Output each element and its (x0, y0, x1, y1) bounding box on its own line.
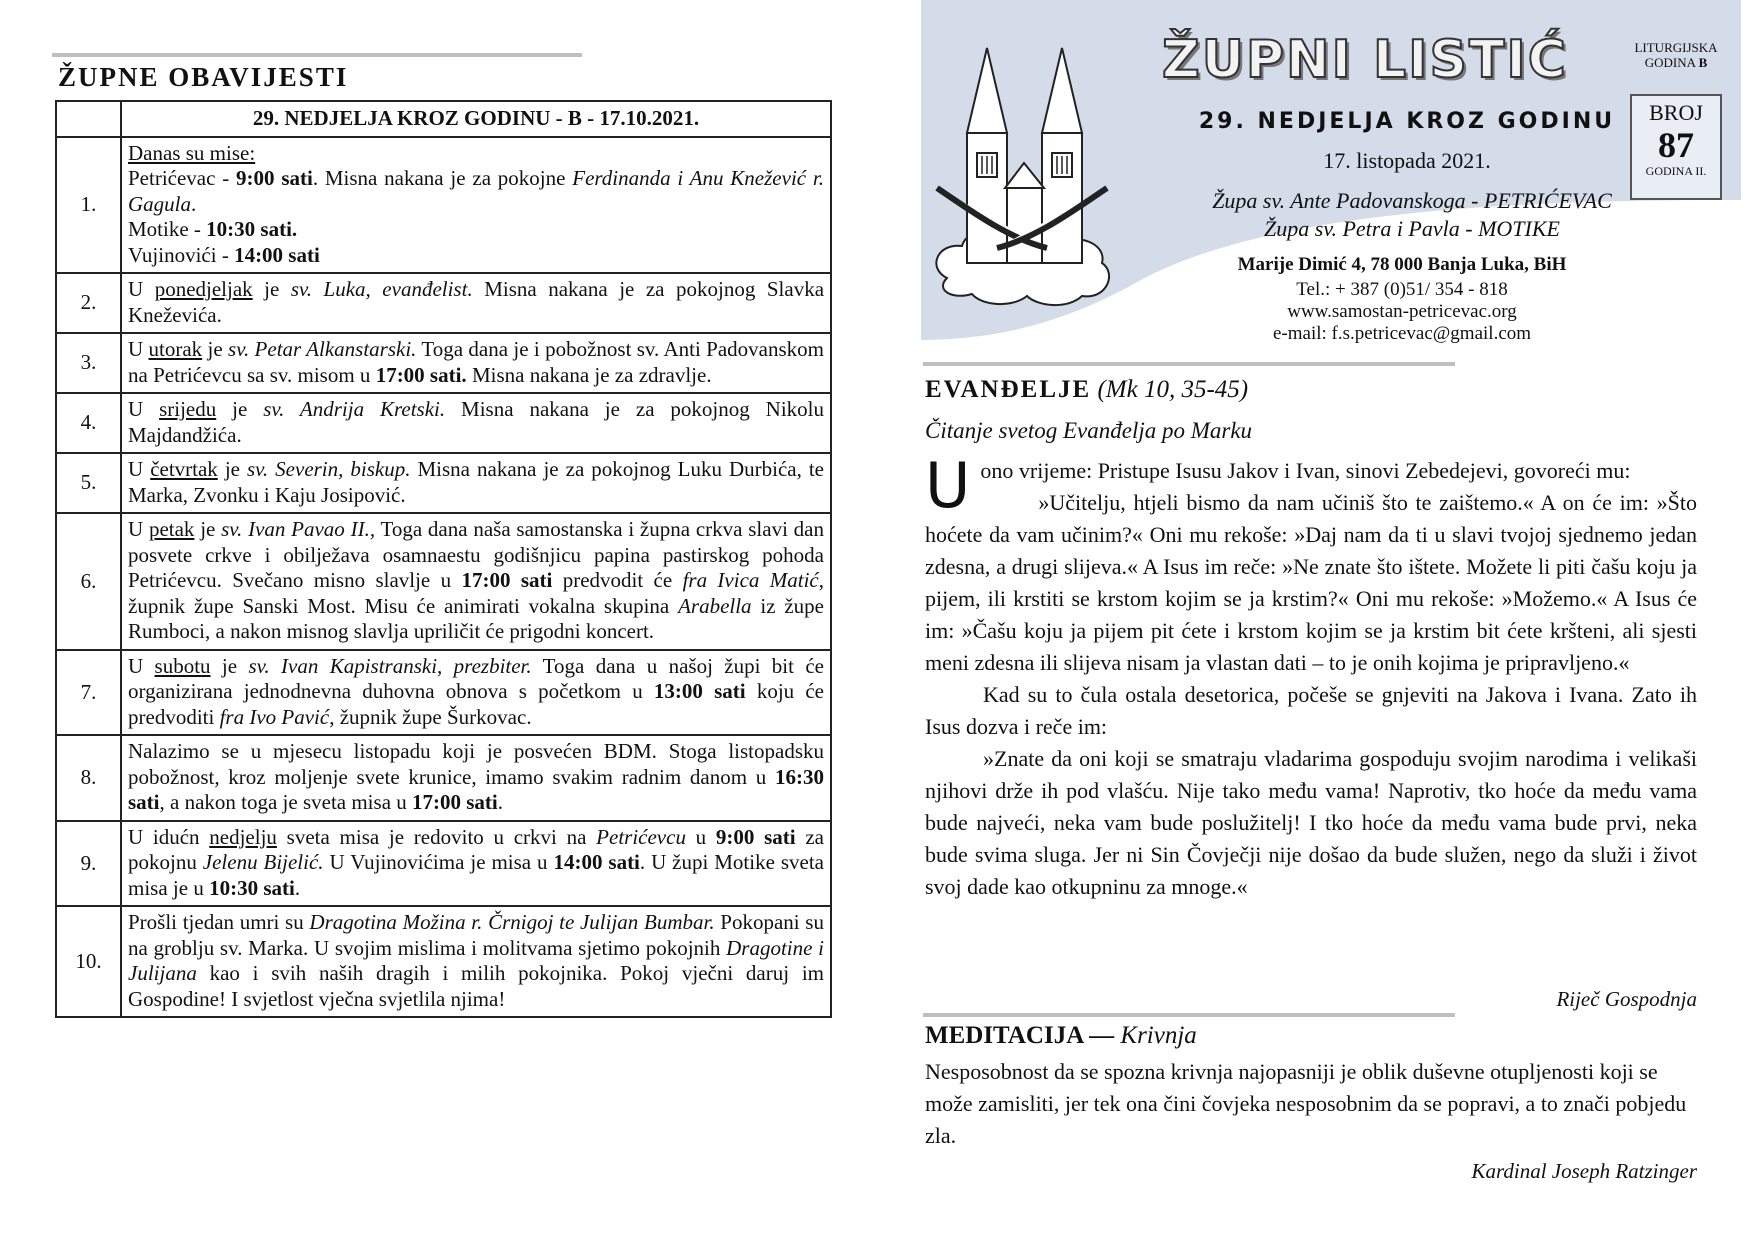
item-line (128, 397, 824, 448)
text-segment: utorak (148, 337, 203, 361)
meditation-title: MEDITACIJA — (925, 1022, 1115, 1049)
item-text (121, 821, 831, 907)
text-segment: Arabella (678, 593, 752, 618)
item-line (128, 243, 824, 269)
item-line (128, 277, 824, 328)
table-row (56, 906, 831, 1017)
issue-box (1630, 94, 1722, 200)
text-segment: Toga dana naša samostanska i župna crkva slavi dan posvete crkve i obilježava osamnaestu godišnjicu papina pastirskog pohoda Petrićevcu. Svečano misno slavlje u (128, 517, 824, 592)
text-segment: sv. Ivan Pavao II., (221, 517, 376, 541)
item-text (121, 735, 831, 821)
gospel-heading (925, 376, 1248, 404)
liturgical-year (1617, 40, 1735, 70)
meditation-text: Nesposobnost da se spozna krivnja najopasniji je oblik duševne otupljenosti koji se može zamisliti, jer tek ona čini čovjeka nesposobnim da se popravi, a to znači pobjedu zla. (925, 1059, 1687, 1148)
parish-petricevac: Župa sv. Ante Padovanskoga - PETRIĆEVAC (1212, 188, 1612, 213)
text-segment: U (128, 517, 149, 541)
table-row (56, 137, 831, 274)
table-row (56, 393, 831, 453)
table-row (56, 453, 831, 513)
text-segment: je (210, 653, 249, 678)
table-header: 29. NEDJELJA KROZ GODINU - B - 17.10.2021. (121, 101, 831, 137)
issue-label: BROJ (1649, 100, 1703, 125)
text-segment: je (217, 457, 247, 481)
liturgical-year-label: LITURGIJSKA GODINA (1634, 40, 1718, 70)
issue-year: GODINA II. (1645, 164, 1707, 178)
text-segment: sv. Luka, evanđelist. (290, 277, 473, 301)
right-page (877, 0, 1754, 1240)
text-segment: Misna nakana je za zdravlje. (466, 362, 712, 387)
text-segment: sv. Andrija Kretski. (263, 397, 446, 421)
table-row (56, 735, 831, 821)
text-segment: Prošli tjedan umri su (128, 910, 310, 934)
church-logo-icon (927, 38, 1117, 308)
issue-number: 87 (1658, 125, 1694, 165)
item-text (121, 137, 831, 274)
gospel-closing: Riječ Gospodnja (1556, 987, 1697, 1011)
text-segment: 13:00 sati (653, 679, 746, 703)
gospel-title: EVANĐELJE (925, 376, 1092, 403)
text-segment: 9:00 sati (236, 166, 313, 190)
item-line (128, 166, 824, 217)
drop-cap: U (925, 449, 971, 522)
text-segment: sv. Severin, biskup. (246, 457, 411, 481)
text-segment: Pokopani su na groblju sv. Marka. U svojim mislima i molitvama sjetimo pokojnih (128, 910, 824, 960)
email: e-mail: f.s.petricevac@gmail.com (1272, 323, 1532, 344)
text-segment: Nalazimo se u mjesecu listopadu koji je posvećen BDM. Stoga listopadsku pobožnost, kroz moljenje svete krunice, imamo svakim radnim danom u (128, 739, 824, 789)
item-number: 6. (56, 513, 121, 650)
gospel-paragraph: Kad su to čula ostala desetorica, počeše se gnjeviti na Jakova i Ivana. Zato ih Isus dozva i reče im: (925, 682, 1697, 739)
table-row (56, 513, 831, 650)
text-segment: Toga dana u našoj župi bit će organizirana jednodnevna duhovna obnova s početkom u (128, 653, 824, 703)
text-segment: subotu (154, 653, 211, 678)
text-segment: . (191, 191, 197, 216)
text-segment: je (194, 517, 222, 541)
text-segment: Jelenu Bijelić. (202, 850, 324, 874)
meditation-author: Kardinal Joseph Ratzinger (1471, 1159, 1697, 1183)
phone: Tel.: + 387 (0)51/ 354 - 818 (1296, 279, 1508, 300)
item-text (121, 333, 831, 393)
text-segment: 17:00 sati (461, 568, 553, 592)
item-line (128, 910, 824, 1012)
text-segment: , župnik župe Sanski Most. Misu će animirati vokalna skupina (128, 568, 824, 618)
text-segment: 14:00 sati (553, 850, 640, 874)
text-segment: Misna nakana je za pokojnog Luku Durbića, te Marka, Zvonku i Kaju Josipović. (128, 457, 825, 507)
divider (923, 362, 1455, 366)
item-line (128, 141, 824, 167)
item-line (128, 739, 824, 816)
meditation-heading (925, 1022, 1197, 1050)
website: www.samostan-petricevac.org (1287, 301, 1517, 322)
text-segment: sveta misa je redovito u crkvi na (276, 824, 597, 849)
announcements-table (55, 100, 832, 1018)
item-number: 2. (56, 273, 121, 333)
text-segment: 16:30 sati (128, 764, 824, 814)
gospel-text (925, 449, 1697, 903)
text-segment: fra Ivo Pavić (219, 704, 330, 729)
text-segment: četvrtak (150, 457, 218, 481)
text-segment: U idućn (128, 824, 210, 849)
text-segment: Misna nakana je za pokojnog Slavka Kneževića. (128, 277, 825, 327)
parish-motike: Župa sv. Petra i Pavla - MOTIKE (1264, 216, 1560, 241)
text-segment: predvodit će (552, 568, 683, 592)
gospel-paragraph: ono vrijeme: Pristupe Isusu Jakov i Ivan, sinovi Zebedejevi, govoreći mu: (980, 458, 1631, 483)
text-segment: . (497, 790, 504, 814)
text-segment: U (128, 653, 155, 678)
table-row (56, 273, 831, 333)
item-line (128, 517, 824, 645)
text-segment: sv. Petar Alkanstarski. (228, 337, 417, 361)
item-number: 10. (56, 906, 121, 1017)
text-segment: je (216, 397, 264, 421)
text-segment: petak (148, 517, 195, 541)
text-segment: 17:00 sati (412, 790, 498, 814)
text-segment: Motike - (128, 217, 207, 241)
item-text (121, 453, 831, 513)
table-row (56, 333, 831, 393)
text-segment: Misna nakana je za pokojnog Nikolu Majdandžića. (128, 397, 824, 447)
text-segment: 17:00 sati. (375, 362, 467, 387)
text-segment: je (252, 277, 291, 301)
item-line (128, 337, 824, 388)
text-segment: Danas su mise: (128, 140, 256, 165)
item-text (121, 273, 831, 333)
table-row (56, 821, 831, 907)
text-segment: , a nakon toga je sveta misa u (159, 790, 413, 814)
item-number: 7. (56, 650, 121, 736)
gospel-paragraph: »Znate da oni koji se smatraju vladarima gospoduju svojim narodima i velikaši njihovi drže ih pod vlašću. Nije tako među vama! Naprotiv, tko hoće da među vama bude najveći, neka vam bude poslužitelj! I tko hoće da među vama bude prvi, neka bude svima sluga. Jer ni Sin Čovječji nije došao da bude služen, nego da služi i život svoj dade kao otkupninu za mnoge.« (925, 746, 1697, 899)
sunday-title: 29. NEDJELJA KROZ GODINU (1198, 109, 1616, 134)
text-segment: Ferdinanda i Anu Knežević r. Gagula (128, 166, 824, 216)
text-segment: Vujinovići - (128, 242, 235, 267)
item-number: 4. (56, 393, 121, 453)
item-number: 8. (56, 735, 121, 821)
item-text (121, 393, 831, 453)
text-segment: . U župi Motike sveta misa je u (128, 850, 825, 900)
text-segment: Petrićevcu (596, 824, 686, 849)
divider (923, 1013, 1455, 1017)
text-segment: za pokojnu (128, 824, 824, 874)
gospel-subtitle: Čitanje svetog Evanđelja po Marku (925, 418, 1253, 443)
item-number: 9. (56, 821, 121, 907)
text-segment: kao i svih naših dragih i milih pokojnika. Pokoj vječni daruj im Gospodine! I svjetlost vječna svjetlila njima! (128, 961, 824, 1011)
item-text (121, 513, 831, 650)
text-segment: U (128, 337, 149, 361)
table-corner-cell (56, 101, 121, 137)
item-number: 3. (56, 333, 121, 393)
text-segment: u (685, 824, 716, 849)
meditation-subtitle: Krivnja (1120, 1022, 1197, 1049)
text-segment: 14:00 sati (234, 242, 320, 267)
issue-date: 17. listopada 2021. (1323, 148, 1491, 173)
item-line (128, 825, 824, 902)
text-segment: ponedjeljak (154, 277, 253, 301)
item-number: 1. (56, 137, 121, 274)
text-segment: iz župe Rumboci, a nakon misnog slavlja upriličit će prigodni koncert. (128, 593, 825, 643)
text-segment: je (202, 337, 229, 361)
item-line (128, 654, 824, 731)
table-header-row (56, 101, 831, 137)
item-line (128, 217, 824, 243)
text-segment: U Vujinovićima je misa u (323, 850, 554, 874)
item-text (121, 906, 831, 1017)
text-segment: Toga dana je i pobožnost sv. Anti Padovanskom na Petrićevcu sa sv. misom u (128, 337, 825, 387)
text-segment: Dragotina Možina r. Črnigoj te Julijan Bumbar. (309, 910, 715, 934)
text-segment: sv. Ivan Kapistranski, prezbiter. (248, 653, 532, 678)
text-segment: U (128, 457, 151, 481)
item-line (128, 457, 824, 508)
text-segment: U (128, 277, 155, 301)
table-row (56, 650, 831, 736)
item-number: 5. (56, 453, 121, 513)
text-segment: 9:00 sati (715, 824, 796, 849)
text-segment: 10:30 sati (209, 875, 295, 900)
divider (52, 53, 582, 57)
gospel-paragraph: »Učitelju, htjeli bismo da nam učiniš što te zaištemo.« A on će im: »Što hoćete da vam učinim?« Oni mu rekoše: »Daj nam da ti u slavi tvojoj sjednemo jedan zdesna, a drugi slijeva.« A Isus im reče: »Ne znate što ištete. Možete li piti čašu koju ja pijem, ili krstiti se krstom kojim se ja krstim?« Oni mu rekoše: »Možemo.« A Isus će im: »Čašu koju ja pijem pit ćete i krstom kojim se ja krstim bit ćete kršteni, ali sjesti meni zdesna ili slijeva nisam ja vlastan dati – to je onih kojima je pripravljeno.« (925, 490, 1697, 675)
text-segment: Dragotine i Julijana (128, 935, 824, 985)
item-text (121, 650, 831, 736)
text-segment: U (128, 397, 160, 421)
newsletter-title: ŽUPNI LISTIĆ (1162, 30, 1568, 90)
text-segment: . Misna nakana je za pokojne (312, 166, 573, 190)
gospel-reference: (Mk 10, 35-45) (1097, 376, 1249, 403)
text-segment: koju će predvoditi (128, 679, 824, 729)
text-segment: nedjelju (209, 824, 277, 849)
text-segment: Petrićevac - (128, 166, 237, 190)
liturgical-year-letter: B (1698, 55, 1708, 70)
address: Marije Dimić 4, 78 000 Banja Luka, BiH (1237, 254, 1567, 275)
text-segment: fra Ivica Matić (682, 568, 819, 592)
section-title: ŽUPNE OBAVIJESTI (58, 62, 349, 92)
text-segment: 10:30 sati. (206, 217, 298, 241)
text-segment: . (294, 875, 301, 900)
text-segment: , župnik župe Šurkovac. (329, 704, 532, 729)
text-segment: srijedu (159, 397, 217, 421)
